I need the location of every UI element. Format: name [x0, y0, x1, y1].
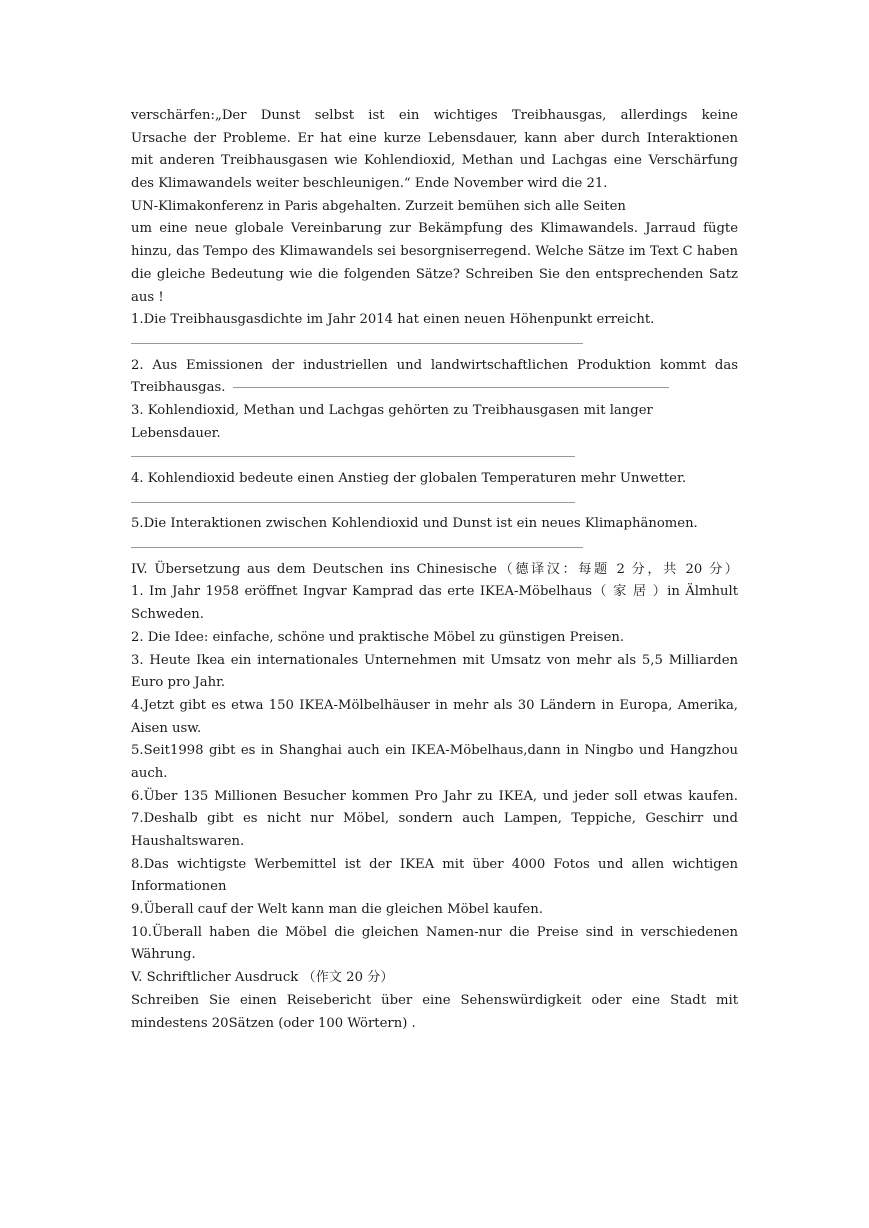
answer-line-3[interactable]: [131, 445, 738, 468]
matching-question-2: 2. Aus Emissionen der industriellen und landwirtschaftlichen Produktion kommt das: [131, 357, 738, 373]
matching-question-3-cont: Lebensdauer.: [131, 425, 221, 441]
matching-question-5: 5.Die Interaktionen zwischen Kohlendioxid und Dunst ist ein neues Klimaphänomen.: [131, 516, 698, 532]
answer-line-2[interactable]: [233, 387, 669, 388]
matching-question-4: 4. Kohlendioxid bedeute einen Anstieg der globalen Temperaturen mehr Unwetter.: [131, 471, 687, 486]
passage-line: verschärfen:„Der Dunst selbst ist ein wichtiges Treibhausgas, allerdings keine: [131, 108, 738, 123]
translation-line: 2. Die Idee: einfache, schöne und praktische Möbel zu günstigen Preisen.: [131, 629, 625, 645]
passage-line: Ursache der Probleme. Er hat eine kurze Lebensdauer, kann aber durch Interaktionen: [131, 130, 738, 146]
matching-question-2-cont: [131, 377, 738, 400]
passage-line: die gleiche Bedeutung wie die folgenden Sätze? Schreiben Sie den entsprechenden Satz: [131, 266, 738, 282]
document-body: [131, 105, 738, 1035]
writing-task-line: Schreiben Sie einen Reisebericht über eine Sehenswürdigkeit oder eine Stadt mit: [131, 992, 738, 1008]
translation-line: 3. Heute Ikea ein internationales Unternehmen mit Umsatz von mehr als 5,5 Milliarden: [131, 652, 738, 668]
translation-line: 7.Deshalb gibt es nicht nur Möbel, sondern auch Lampen, Teppiche, Geschirr und: [131, 811, 738, 827]
translation-line: auch.: [131, 765, 168, 781]
passage-line: aus !: [131, 289, 164, 305]
translation-line: Schweden.: [131, 607, 204, 623]
translation-line: 1. Im Jahr 1958 eröffnet Ingvar Kamprad das erte IKEA-Möbelhaus（ 家 居 ）in Älmhult: [131, 584, 738, 600]
translation-line: Informationen: [131, 879, 227, 895]
answer-line-5[interactable]: [131, 536, 738, 559]
matching-question-2-text: Treibhausgas.: [131, 380, 226, 396]
translation-line: 8.Das wichtigste Werbemittel ist der IKEA mit über 4000 Fotos und allen wichtigen: [131, 856, 738, 872]
passage-line: des Klimawandels weiter beschleunigen.“ Ende November wird die 21.: [131, 176, 608, 192]
passage-line: mit anderen Treibhausgasen wie Kohlendioxid, Methan und Lachgas eine Verschärfung: [131, 153, 738, 169]
matching-question-1: 1.Die Treibhausgasdichte im Jahr 2014 hat einen neuen Höhenpunkt erreicht.: [131, 312, 655, 328]
section-5-heading: V. Schriftlicher Ausdruck （作文 20 分）: [131, 970, 394, 986]
translation-line: 10.Überall haben die Möbel die gleichen Namen-nur die Preise sind in verschiedenen: [131, 924, 738, 940]
matching-question-3: 3. Kohlendioxid, Methan und Lachgas gehörten zu Treibhausgasen mit langer: [131, 402, 653, 418]
passage-line: hinzu, das Tempo des Klimawandels sei besorgniserregend. Welche Sätze im Text C haben: [131, 244, 738, 260]
translation-line: Haushaltswaren.: [131, 834, 245, 849]
translation-line: 6.Über 135 Millionen Besucher kommen Pro Jahr zu IKEA, und jeder soll etwas kaufen.: [131, 788, 738, 804]
answer-line-1[interactable]: [131, 332, 738, 355]
translation-line: 9.Überall cauf der Welt kann man die gleichen Möbel kaufen.: [131, 902, 543, 918]
translation-line: 5.Seit1998 gibt es in Shanghai auch ein IKEA-Möbelhaus,dann in Ningbo und Hangzhou: [131, 743, 738, 759]
writing-task-line: mindestens 20Sätzen (oder 100 Wörtern) .: [131, 1015, 416, 1031]
translation-line: 4.Jetzt gibt es etwa 150 IKEA-Mölbelhäuser in mehr als 30 Ländern in Europa, Amerika,: [131, 697, 738, 713]
translation-line: Währung.: [131, 947, 196, 963]
translation-line: Aisen usw.: [131, 720, 202, 736]
passage-line: UN-Klimakonferenz in Paris abgehalten. Zurzeit bemühen sich alle Seiten: [131, 198, 626, 214]
translation-line: Euro pro Jahr.: [131, 675, 226, 691]
passage-line: um eine neue globale Vereinbarung zur Bekämpfung des Klimawandels. Jarraud fügte: [131, 221, 738, 237]
answer-line-4[interactable]: [131, 491, 738, 514]
section-4-heading: IV. Übersetzung aus dem Deutschen ins Chinesische（德译汉：每题 2 分，共 20 分）: [131, 561, 738, 577]
